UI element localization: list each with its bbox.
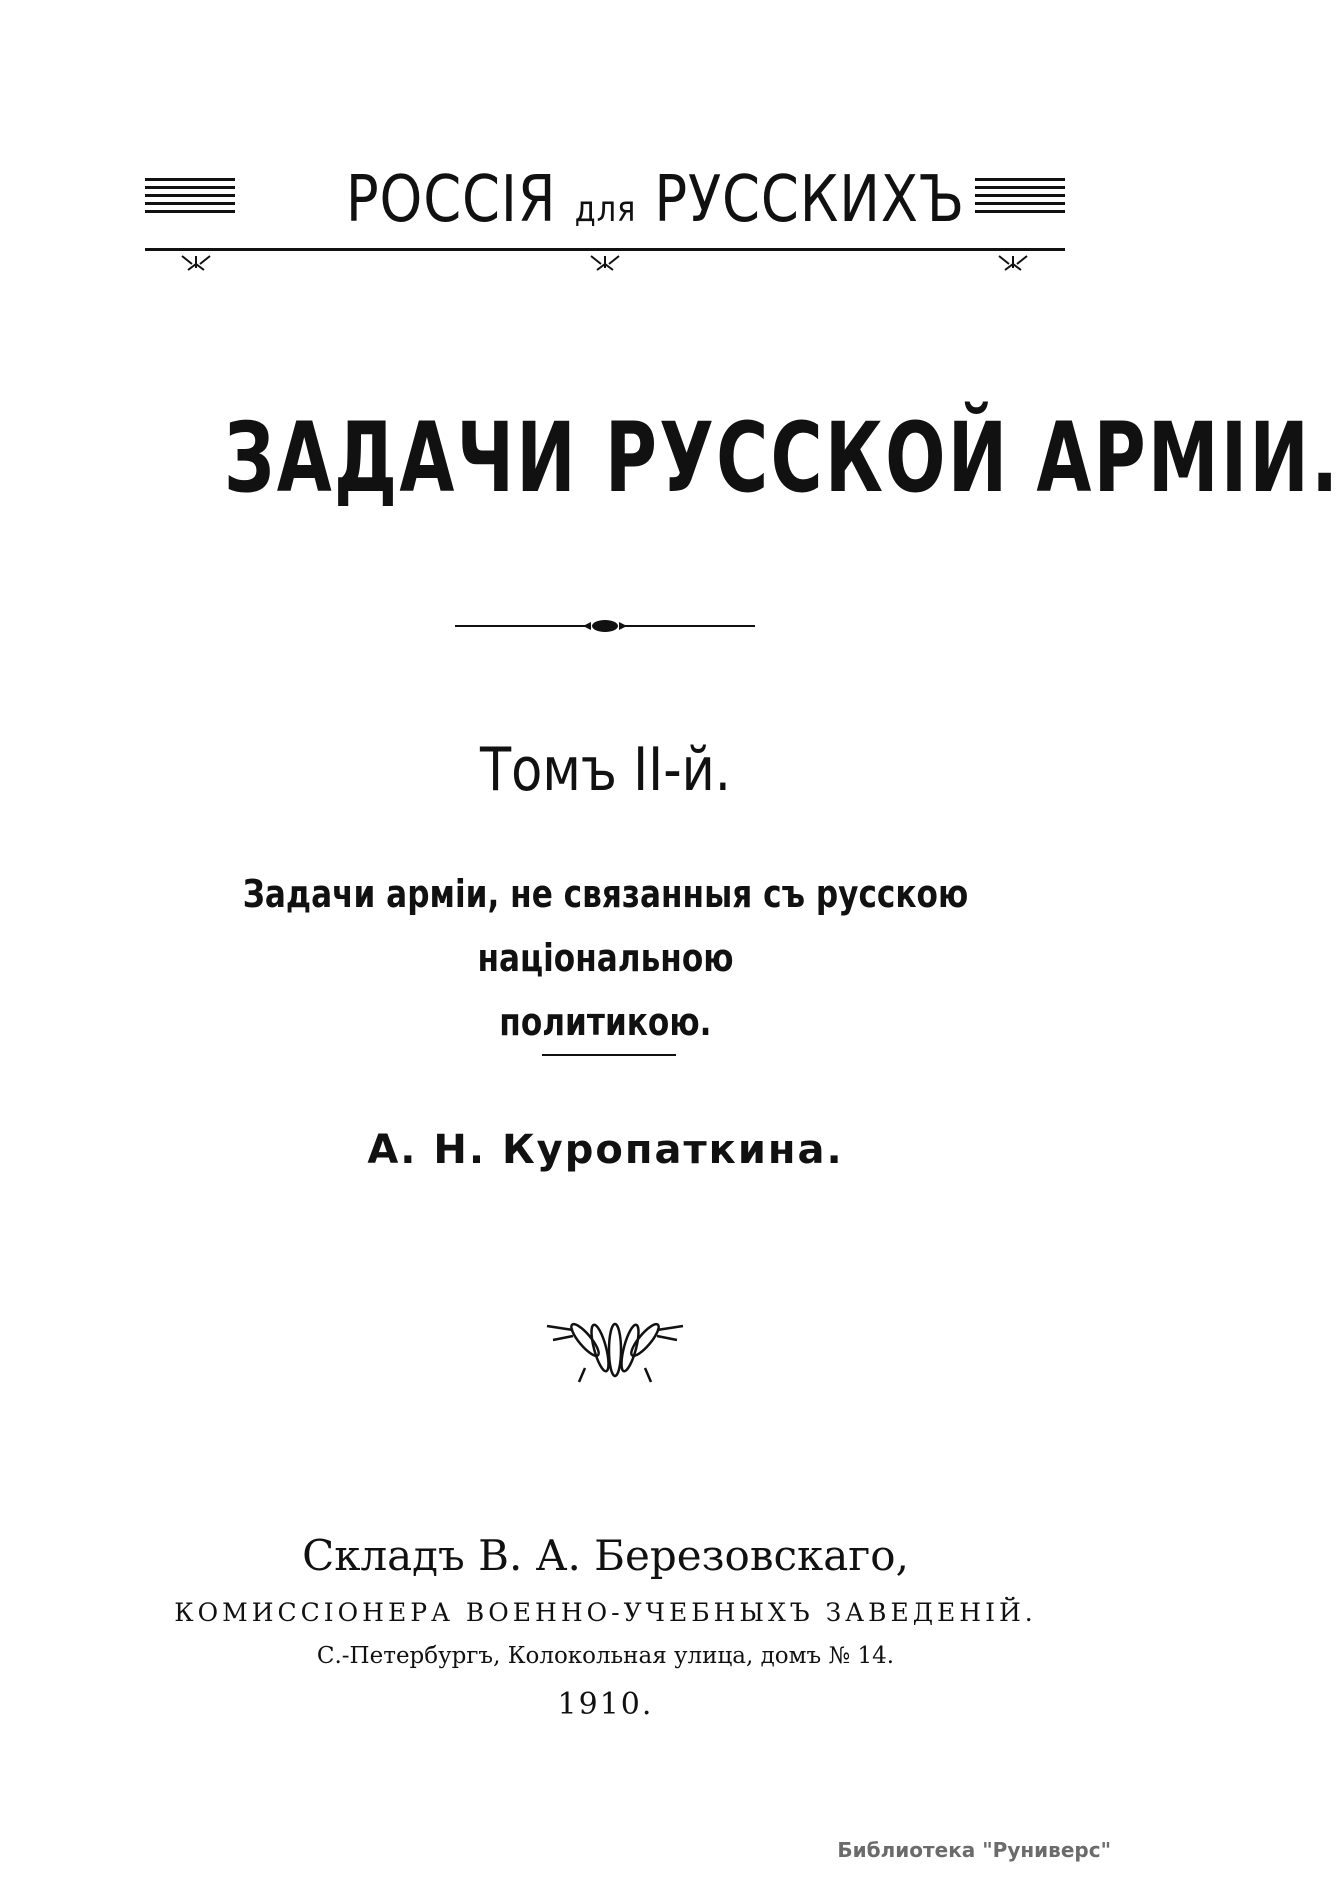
subtitle-line-1: Задачи армiи, не связанныя съ русскою нацiональною	[242, 872, 969, 980]
short-rule	[542, 1054, 676, 1056]
ornament-small-icon	[995, 252, 1031, 274]
header-lines-left	[145, 178, 235, 220]
subtitle	[120, 862, 1091, 1054]
subtitle-line-2: политикою.	[499, 1000, 712, 1044]
floral-ornament-icon	[545, 1310, 685, 1390]
header-lines-right	[975, 178, 1065, 220]
ornament-small-icon	[178, 252, 214, 274]
publisher-address: С.-Петербургъ, Колокольная улица, домъ № 14.	[316, 1643, 895, 1669]
divider-ornament-icon	[455, 618, 755, 634]
publisher-commission: КОМИССIОНЕРА ВОЕННО-УЧЕБНЫХЪ ЗАВЕДЕНIЙ.	[174, 1598, 1037, 1627]
series-title	[345, 163, 965, 237]
publisher: Складъ В. А. Березовскаго,	[302, 1531, 909, 1580]
header-rule	[145, 248, 1065, 251]
author: А. Н. Куропаткина.	[367, 1127, 844, 1173]
series-title-part1: РОССIЯ	[345, 163, 557, 237]
library-watermark: Библиотека "Руниверс"	[837, 1838, 1111, 1862]
ornament-small-icon	[587, 252, 623, 274]
publication-year: 1910.	[557, 1687, 654, 1722]
book-title: ЗАДАЧИ РУССКОЙ АРМIИ.	[224, 402, 1340, 514]
series-title-part2: РУССКИХЪ	[654, 163, 965, 237]
volume-label: Томъ II-й.	[480, 735, 731, 805]
series-title-small: для	[574, 189, 637, 230]
